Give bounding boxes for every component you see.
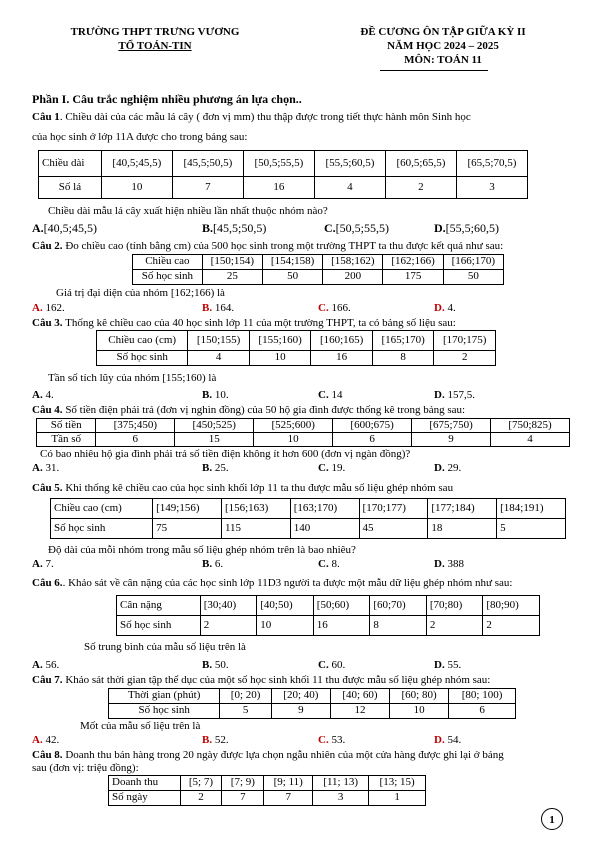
table-cell: [675;750) (412, 419, 491, 433)
q6-question: Số trung bình của mẫu số liệu trên là (84, 641, 246, 653)
answer-label: C. (324, 221, 336, 235)
q5-table (50, 498, 566, 539)
q6-number: Câu 6. (32, 577, 63, 589)
table-cell: [170;177) (359, 499, 428, 519)
table-cell: [5; 7) (180, 776, 222, 791)
answer-text: 53. (328, 734, 346, 746)
table-cell: [80; 100) (449, 689, 516, 704)
table-cell: [150;155) (188, 331, 250, 351)
answer-label: B. (202, 389, 213, 401)
table-cell: Chiều cao (cm) (51, 499, 153, 519)
q3-answer-c[interactable] (318, 389, 342, 402)
table-cell: [750;825) (491, 419, 570, 433)
answer-label: D. (434, 734, 445, 746)
table-cell: [60;70) (370, 596, 427, 616)
answer-label: B. (202, 302, 213, 314)
q4-table (36, 418, 570, 447)
answer-label: D. (434, 659, 445, 671)
q2-number: Câu 2. (32, 240, 63, 252)
q7-answer-d[interactable] (434, 734, 461, 747)
table-cell: [158;162) (323, 255, 383, 270)
answer-label: A. (32, 221, 44, 235)
table-header-row (39, 151, 528, 177)
table-header-row (109, 689, 516, 704)
table-cell: 175 (383, 270, 443, 285)
q7-text (32, 674, 490, 687)
table-cell: [40,5;45,5) (101, 151, 172, 177)
q4-stem: Số tiền điện phải trả (đơn vị nghìn đồng) của 50 hộ gia đình được thống kê trong bảng sau: (62, 404, 466, 416)
answer-text: 388 (444, 558, 464, 570)
answer-text: 4. (42, 389, 54, 401)
q4-text (32, 404, 465, 417)
table-row (109, 791, 426, 806)
table-cell: 16 (311, 351, 373, 366)
answer-text: 162. (42, 302, 65, 314)
table-cell: [20; 40) (271, 689, 330, 704)
table-cell: [177;184) (428, 499, 497, 519)
table-header-row (37, 419, 570, 433)
q1-question: Chiều dài mẫu lá cây xuất hiện nhiều lần nhất thuộc nhóm nào? (48, 205, 328, 217)
q3-answer-a[interactable] (32, 389, 54, 402)
table-cell: [600;675) (333, 419, 412, 433)
q3-stem: Thống kê chiều cao của 40 học sinh lớp 11 của một trường THPT, ta có bảng số liệu sau: (62, 317, 456, 329)
q3-question: Tần số tích lũy của nhóm [155;160) là (48, 372, 217, 384)
answer-label: C. (318, 302, 329, 314)
table-cell: Số tiền (37, 419, 96, 433)
table-cell: [162;166) (383, 255, 443, 270)
q1-text-2: của học sinh ở lớp 11A được cho trong bảng sau: (32, 131, 248, 143)
answer-label: A. (32, 389, 43, 401)
school-year: NĂM HỌC 2024 – 2025 (387, 40, 499, 52)
department-name: TỔ TOÁN-TIN (118, 40, 192, 52)
answer-label: A. (32, 659, 43, 671)
q6-stem: . Khảo sát về cân nặng của các học sinh lớp 11D3 người ta được một mẫu dữ liệu ghép nhóm như sau: (62, 577, 513, 589)
q3-number: Câu 3. (32, 317, 63, 329)
table-cell: Số học sinh (51, 519, 153, 539)
q4-answer-a[interactable] (32, 462, 59, 475)
table-cell: [13; 15) (369, 776, 426, 791)
table-cell: [154;158) (262, 255, 322, 270)
q4-number: Câu 4. (32, 404, 63, 416)
table-cell: [375;450) (96, 419, 175, 433)
table-header-row (133, 255, 504, 270)
table-cell: [45,5;50,5) (172, 151, 243, 177)
table-cell: [7; 9) (222, 776, 264, 791)
table-cell: Số học sinh (133, 270, 203, 285)
table-cell: [40; 60) (330, 689, 389, 704)
table-cell: 2 (385, 177, 456, 199)
table-cell: Chiều cao (cm) (97, 331, 188, 351)
school-name: TRƯỜNG THPT TRƯNG VƯƠNG (70, 26, 240, 38)
table-cell: 2 (483, 616, 540, 636)
q1-answer-d[interactable] (434, 221, 499, 235)
answer-label: D. (434, 302, 445, 314)
table-cell: Tần số (37, 433, 96, 447)
table-cell: [155;160) (249, 331, 311, 351)
answer-text: 42. (42, 734, 60, 746)
table-cell: 5 (220, 704, 271, 719)
table-cell: Chiều cao (133, 255, 203, 270)
table-cell: 8 (370, 616, 427, 636)
answer-label: A. (32, 462, 43, 474)
q8-table (108, 775, 426, 806)
q6-answer-c[interactable] (318, 659, 345, 672)
answer-label: B. (202, 462, 213, 474)
table-cell: 15 (175, 433, 254, 447)
table-cell: [156;163) (221, 499, 290, 519)
q2-table (132, 254, 504, 285)
table-cell: [165;170) (372, 331, 434, 351)
answer-label: B. (202, 221, 214, 235)
q7-answer-a[interactable] (32, 734, 59, 747)
answer-label: D. (434, 558, 445, 570)
table-cell: [80;90) (483, 596, 540, 616)
table-header-row (97, 331, 496, 351)
q3-answer-b[interactable] (202, 389, 229, 402)
q1-stem: . Chiều dài của các mẫu lá cây ( đơn vị mm) thu thập được trong tiết thực hành môn Sinh học (59, 111, 471, 123)
table-cell: 2 (200, 616, 257, 636)
answer-label: A. (32, 558, 43, 570)
table-cell: Số ngày (109, 791, 181, 806)
table-cell: [70;80) (426, 596, 483, 616)
answer-text: 8. (328, 558, 340, 570)
q2-answer-d[interactable] (434, 302, 456, 315)
table-cell: [150;154) (202, 255, 262, 270)
table-cell: [149;156) (153, 499, 222, 519)
table-row (51, 519, 566, 539)
table-cell: 4 (314, 177, 385, 199)
q8-stem: Doanh thu bán hàng trong 20 ngày được lựa chọn ngẫu nhiên của một cửa hàng được ghi lại ở bảng (62, 749, 504, 761)
answer-text: 19. (328, 462, 346, 474)
table-cell: Số lá (39, 177, 102, 199)
table-cell: 140 (290, 519, 359, 539)
table-cell: 5 (497, 519, 566, 539)
table-cell: 12 (330, 704, 389, 719)
q2-answer-a[interactable] (32, 302, 65, 315)
answer-text: [40,5;45,5) (43, 221, 97, 235)
q4-answer-b[interactable] (202, 462, 229, 475)
part-1-title: Phần I. Câu trắc nghiệm nhiều phương án lựa chọn.. (32, 92, 302, 106)
table-cell: [65,5;70,5) (456, 151, 527, 177)
page-number: 1 (541, 808, 563, 830)
table-cell: [55,5;60,5) (314, 151, 385, 177)
table-header-row (109, 776, 426, 791)
q2-stem: Đo chiều cao (tính bằng cm) của 500 học sinh trong một trường THPT ta thu được kết quả như sau: (62, 240, 504, 252)
table-row (117, 616, 540, 636)
q1-answer-c[interactable] (324, 221, 389, 235)
q1-answer-a[interactable] (32, 221, 97, 235)
table-cell: 7 (172, 177, 243, 199)
table-cell: 7 (222, 791, 264, 806)
document-title: ĐỀ CƯƠNG ÔN TẬP GIỮA KỲ II (360, 26, 526, 38)
answer-text: 4. (444, 302, 456, 314)
table-cell: 50 (443, 270, 503, 285)
table-cell: Số học sinh (97, 351, 188, 366)
table-header-row (117, 596, 540, 616)
answer-label: D. (434, 389, 445, 401)
answer-label: D. (434, 462, 445, 474)
table-cell: 9 (271, 704, 330, 719)
table-cell: 50 (262, 270, 322, 285)
table-row (37, 433, 570, 447)
q5-answer-d[interactable] (434, 558, 464, 571)
table-cell: [60; 80) (390, 689, 449, 704)
table-cell: Số học sinh (109, 704, 220, 719)
answer-text: 60. (328, 659, 346, 671)
q7-table (108, 688, 516, 719)
q3-text (32, 317, 456, 330)
table-cell: 10 (254, 433, 333, 447)
table-cell: [50;60) (313, 596, 370, 616)
table-cell: 3 (313, 791, 369, 806)
answer-text: 6. (212, 558, 224, 570)
q4-answer-d[interactable] (434, 462, 461, 475)
table-cell: [160;165) (311, 331, 373, 351)
q2-answer-b[interactable] (202, 302, 234, 315)
table-cell: 2 (426, 616, 483, 636)
q6-answer-a[interactable] (32, 659, 59, 672)
table-cell: [60,5;65,5) (385, 151, 456, 177)
table-cell: [525;600) (254, 419, 333, 433)
answer-label: C. (318, 659, 329, 671)
answer-label: D. (434, 221, 446, 235)
q7-stem: Khảo sát thời gian tập thể dục của một số học sinh khối 11 thu được mẫu số liệu ghép nhóm sau: (62, 674, 491, 686)
table-cell: 8 (372, 351, 434, 366)
table-row (97, 351, 496, 366)
answer-label: B. (202, 558, 213, 570)
q7-answer-c[interactable] (318, 734, 345, 747)
table-cell: 10 (101, 177, 172, 199)
table-cell: Doanh thu (109, 776, 181, 791)
answer-text: 55. (444, 659, 462, 671)
table-cell: Số học sinh (117, 616, 201, 636)
table-cell: 1 (369, 791, 426, 806)
q5-answer-a[interactable] (32, 558, 54, 571)
q8-number: Câu 8. (32, 749, 63, 761)
table-cell: [30;40) (200, 596, 257, 616)
table-cell: 7 (264, 791, 313, 806)
table-cell: 2 (434, 351, 496, 366)
table-cell: 6 (96, 433, 175, 447)
table-header-row (51, 499, 566, 519)
table-cell: 9 (412, 433, 491, 447)
table-cell: [163;170) (290, 499, 359, 519)
q4-answer-c[interactable] (318, 462, 345, 475)
table-cell: 3 (456, 177, 527, 199)
table-cell: [9; 11) (264, 776, 313, 791)
answer-label: C. (318, 558, 329, 570)
q5-stem: Khi thống kê chiều cao của học sinh khối lớp 11 ta thu được mẫu số liệu ghép nhóm sau (62, 482, 454, 494)
answer-text: 50. (212, 659, 229, 671)
q1-text (32, 111, 471, 124)
subject: MÔN: TOÁN 11 (404, 54, 482, 66)
answer-label: B. (202, 734, 213, 746)
answer-text: 29. (444, 462, 462, 474)
table-cell: 16 (313, 616, 370, 636)
answer-label: B. (202, 659, 213, 671)
answer-text: 10. (212, 389, 229, 401)
table-cell: 115 (221, 519, 290, 539)
table-cell: [50,5;55,5) (243, 151, 314, 177)
answer-text: [45,5;50,5) (213, 221, 267, 235)
answer-text: 7. (42, 558, 54, 570)
answer-label: C. (318, 389, 329, 401)
table-cell: 16 (243, 177, 314, 199)
answer-text: 56. (42, 659, 60, 671)
answer-label: C. (318, 734, 329, 746)
q5-question: Độ dài của mỗi nhóm trong mẫu số liệu ghép nhóm trên là bao nhiêu? (48, 544, 356, 556)
table-cell: 10 (390, 704, 449, 719)
table-cell: 45 (359, 519, 428, 539)
table-cell: Cân nặng (117, 596, 201, 616)
table-cell: 200 (323, 270, 383, 285)
table-cell: 6 (449, 704, 516, 719)
answer-label: A. (32, 302, 43, 314)
answer-text: 164. (212, 302, 235, 314)
answer-text: 157,5. (444, 389, 475, 401)
table-cell: [11; 13) (313, 776, 369, 791)
q1-number: Câu 1 (32, 111, 60, 123)
table-cell: Chiều dài (39, 151, 102, 177)
answer-text: 25. (212, 462, 229, 474)
table-cell: Thời gian (phút) (109, 689, 220, 704)
table-cell: [184;191) (497, 499, 566, 519)
q8-text (32, 749, 504, 762)
q8-text-2: sau (đơn vị: triệu đồng): (32, 762, 139, 774)
q5-answer-b[interactable] (202, 558, 223, 571)
answer-text: [55,5;60,5) (445, 221, 499, 235)
q3-table (96, 330, 496, 366)
table-cell: 18 (428, 519, 497, 539)
answer-text: 54. (444, 734, 462, 746)
table-cell: 10 (257, 616, 314, 636)
q7-answer-b[interactable] (202, 734, 229, 747)
table-cell: [450;525) (175, 419, 254, 433)
table-cell: [166;170) (443, 255, 503, 270)
answer-text: 52. (212, 734, 229, 746)
q4-question: Có bao nhiêu hộ gia đình phải trả số tiền điện không ít hơn 600 (đơn vị ngàn đồng)? (40, 448, 411, 460)
q6-text (32, 577, 513, 590)
answer-text: 166. (328, 302, 351, 314)
answer-text: 14 (328, 389, 343, 401)
q2-text (32, 240, 503, 253)
table-cell: 4 (491, 433, 570, 447)
table-cell: [0; 20) (220, 689, 271, 704)
table-row (39, 177, 528, 199)
q5-number: Câu 5. (32, 482, 63, 494)
q2-question: Giá trị đại diện của nhóm [162;166) là (56, 287, 225, 299)
table-row (133, 270, 504, 285)
table-cell: 25 (202, 270, 262, 285)
answer-label: A. (32, 734, 43, 746)
table-cell: [40;50) (257, 596, 314, 616)
answer-label: C. (318, 462, 329, 474)
q2-answer-c[interactable] (318, 302, 351, 315)
answer-text: [50,5;55,5) (335, 221, 389, 235)
q5-answer-c[interactable] (318, 558, 340, 571)
table-cell: 10 (249, 351, 311, 366)
q7-number: Câu 7. (32, 674, 63, 686)
q6-answer-d[interactable] (434, 659, 461, 672)
table-cell: [170;175) (434, 331, 496, 351)
q1-table (38, 150, 528, 199)
table-row (109, 704, 516, 719)
table-cell: 75 (153, 519, 222, 539)
q7-question: Mốt của mẫu số liệu trên là (80, 720, 201, 732)
header-underline (380, 70, 488, 71)
table-cell: 2 (180, 791, 222, 806)
q6-table (116, 595, 540, 636)
q3-answer-d[interactable] (434, 389, 475, 402)
table-cell: 4 (188, 351, 250, 366)
q6-answer-b[interactable] (202, 659, 229, 672)
answer-text: 31. (42, 462, 60, 474)
table-cell: 6 (333, 433, 412, 447)
q5-text (32, 482, 453, 495)
q1-answer-b[interactable] (202, 221, 266, 235)
